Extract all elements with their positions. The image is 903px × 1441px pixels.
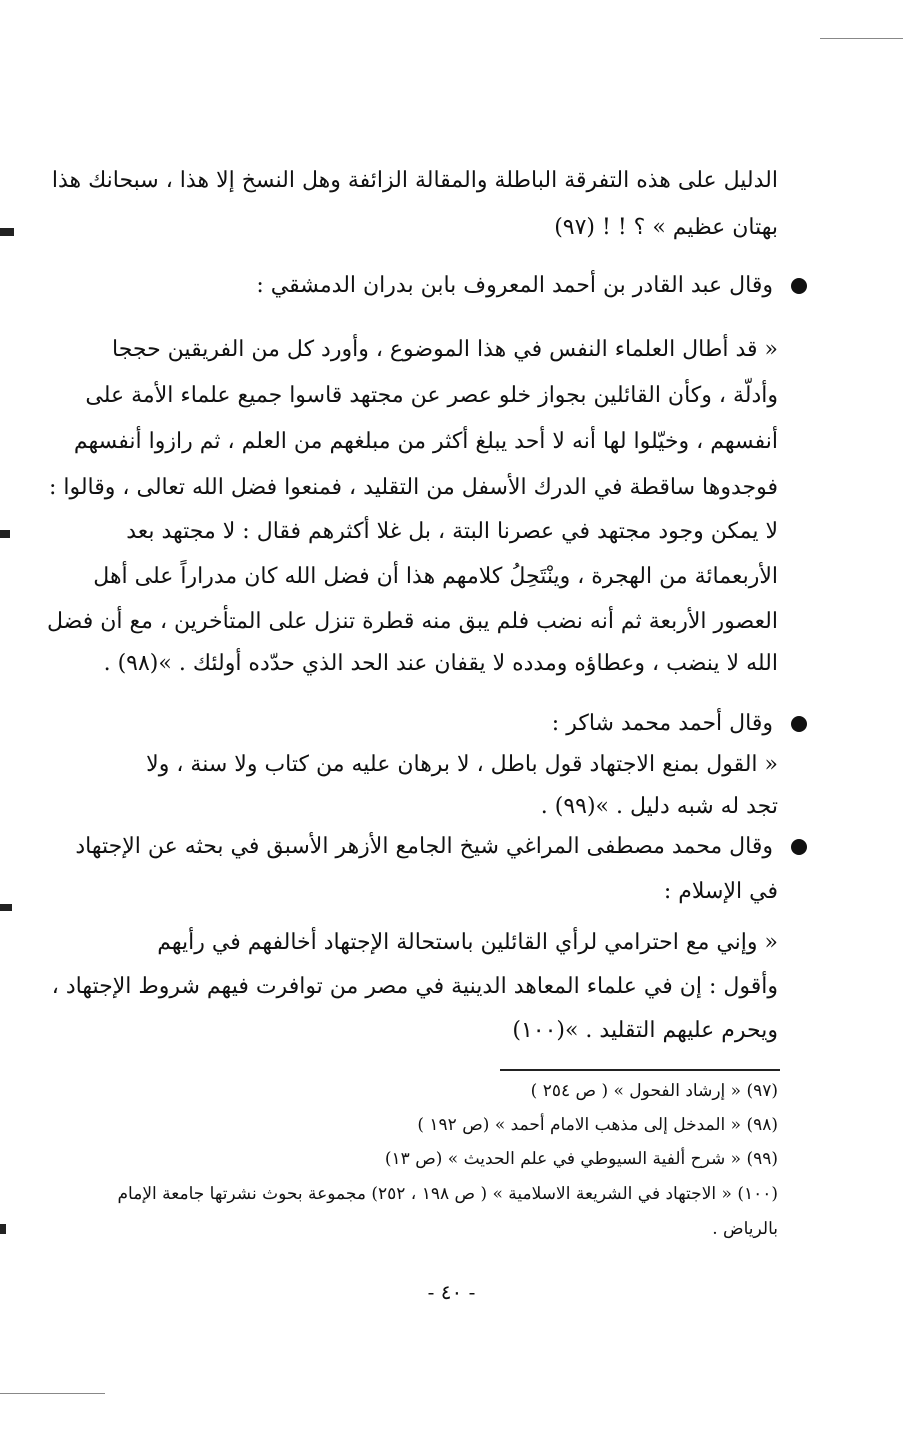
quote-line: فوجدوها ساقطة في الدرك الأسفل من التقليد ، فمنعوا فضل الله تعالى ، وقالوا : <box>48 475 778 500</box>
edge-mark <box>0 904 12 911</box>
bullet-text: وقال محمد مصطفى المراغي شيخ الجامع الأزهر الأسبق في بحثه عن الإجتهاد <box>75 834 773 859</box>
footnote: (١٠٠) « الاجتهاد في الشريعة الاسلامية » ( ص ١٩٨ ، ٢٥٢) مجموعة بحوث نشرتها جامعة الإمام <box>117 1184 778 1204</box>
quote-line: ويحرم عليهم التقليد . »(١٠٠) <box>512 1018 778 1043</box>
body-text-line: الدليل على هذه التفرقة الباطلة والمقالة الزائفة وهل النسخ إلا هذا ، سبحانك هذا <box>51 168 778 193</box>
footnote: (٩٧) « إرشاد الفحول » ( ص ٢٥٤ ) <box>530 1081 778 1101</box>
bullet-icon <box>791 278 807 294</box>
footnote: بالرياض . <box>712 1219 778 1239</box>
edge-mark <box>0 228 14 236</box>
edge-mark <box>0 530 10 538</box>
quote-line: الله لا ينضب ، وعطاؤه ومدده لا يقفان عند الحد الذي حدّده أولئك . »(٩٨) . <box>103 651 778 676</box>
quote-line: الأربعمائة من الهجرة ، وينْتَحِلُ كلامهم هذا أن فضل الله كان مدراراً على أهل <box>93 564 778 589</box>
scan-bottom-line <box>0 1393 105 1394</box>
quote-line: وأقول : إن في علماء المعاهد الدينية في مصر من توافرت فيهم شروط الإجتهاد ، <box>51 974 778 999</box>
bullet-text: وقال أحمد محمد شاكر : <box>551 711 773 736</box>
footnote-separator <box>500 1069 780 1071</box>
edge-mark <box>0 1224 6 1234</box>
bullet-text: في الإسلام : <box>663 879 778 904</box>
page-number: - ٤٠ - <box>427 1280 476 1304</box>
footnote: (٩٨) « المدخل إلى مذهب الامام أحمد » (ص ١٩٢ ) <box>417 1115 778 1135</box>
bullet-icon <box>791 716 807 732</box>
bullet-text: وقال عبد القادر بن أحمد المعروف بابن بدران الدمشقي : <box>256 273 773 298</box>
quote-line: أنفسهم ، وخيّلوا لها أنه لا أحد يبلغ أكثر من مبلغهم من العلم ، ثم رازوا أنفسهم <box>73 429 778 454</box>
body-text-line: بهتان عظيم » ؟ ! ! (٩٧) <box>554 215 778 240</box>
quote-line: لا يمكن وجود مجتهد في عصرنا البتة ، بل غلا أكثرهم فقال : لا مجتهد بعد <box>126 519 778 544</box>
quote-line: تجد له شبه دليل . »(٩٩) . <box>540 794 778 819</box>
footnote: (٩٩) « شرح ألفية السيوطي في علم الحديث » (ص ١٣) <box>384 1149 778 1169</box>
quote-line: « القول بمنع الاجتهاد قول باطل ، لا برهان عليه من كتاب ولا سنة ، ولا <box>146 752 778 777</box>
scan-top-line <box>820 38 903 39</box>
bullet-icon <box>791 839 807 855</box>
quote-line: « وإني مع احترامي لرأي القائلين باستحالة الإجتهاد أخالفهم في رأيهم <box>157 930 778 955</box>
quote-line: وأدلّة ، وكأن القائلين بجواز خلو عصر عن مجتهد قاسوا جميع علماء الأمة على <box>85 383 778 408</box>
quote-line: « قد أطال العلماء النفس في هذا الموضوع ، وأورد كل من الفريقين حججا <box>111 337 778 362</box>
quote-line: العصور الأربعة ثم أنه نضب فلم يبق منه قطرة تنزل على المتأخرين ، مع أن فضل <box>46 609 778 634</box>
